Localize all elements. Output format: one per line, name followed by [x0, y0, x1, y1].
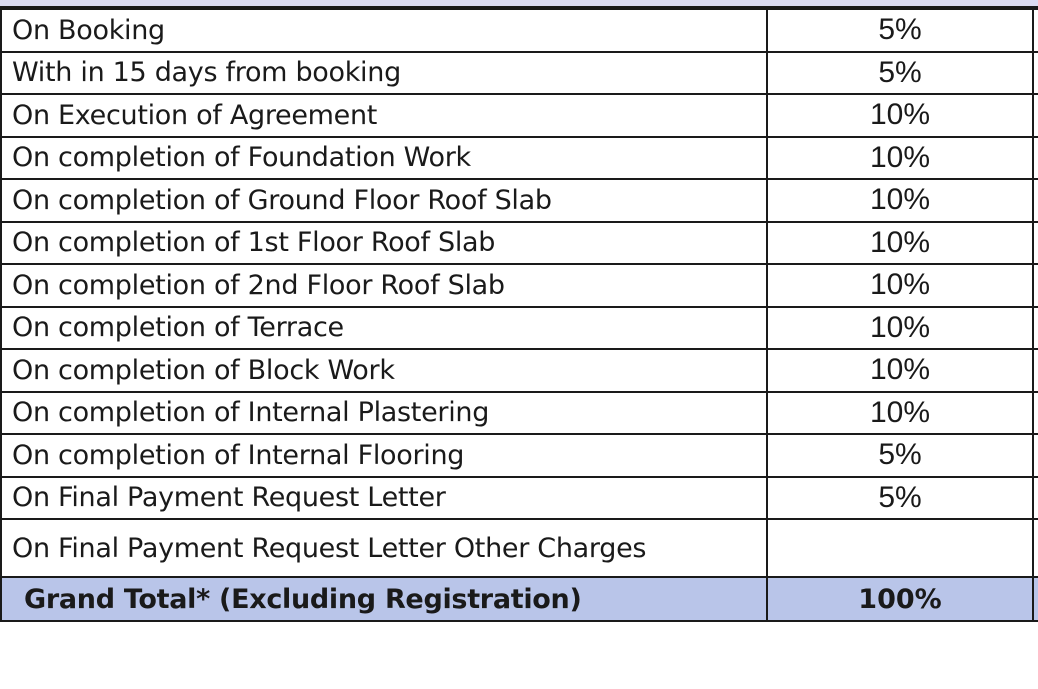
table-row — [1, 392, 1038, 435]
stage-cell: On completion of Internal Plastering — [1, 392, 767, 435]
table-row — [1, 307, 1038, 350]
edge-cell — [1033, 307, 1038, 350]
edge-cell — [1033, 222, 1038, 265]
stage-cell: With in 15 days from booking — [1, 52, 767, 95]
percent-cell: 5% — [767, 477, 1033, 520]
stage-cell: On completion of Ground Floor Roof Slab — [1, 179, 767, 222]
table-row — [1, 179, 1038, 222]
stage-cell: On completion of 2nd Floor Roof Slab — [1, 264, 767, 307]
table-row — [1, 94, 1038, 137]
edge-cell — [1033, 477, 1038, 520]
edge-cell — [1033, 264, 1038, 307]
edge-cell — [1033, 349, 1038, 392]
stage-cell: On completion of Foundation Work — [1, 137, 767, 180]
edge-cell — [1033, 434, 1038, 477]
table-row — [1, 349, 1038, 392]
stage-cell: On completion of Internal Flooring — [1, 434, 767, 477]
stage-cell: On completion of Terrace — [1, 307, 767, 350]
edge-cell — [1033, 9, 1038, 52]
table-row — [1, 264, 1038, 307]
percent-cell: 10% — [767, 179, 1033, 222]
percent-cell: 5% — [767, 9, 1033, 52]
percent-cell: 10% — [767, 349, 1033, 392]
stage-cell: On Execution of Agreement — [1, 94, 767, 137]
stage-cell: On completion of Block Work — [1, 349, 767, 392]
stage-cell: On Final Payment Request Letter Other Charges — [1, 519, 767, 577]
grand-total-row — [1, 577, 1038, 621]
percent-cell: 10% — [767, 137, 1033, 180]
percent-cell: 5% — [767, 52, 1033, 95]
edge-cell — [1033, 519, 1038, 577]
payment-schedule-table — [0, 8, 1038, 622]
edge-cell — [1033, 179, 1038, 222]
table-row — [1, 519, 1038, 577]
percent-cell: 10% — [767, 307, 1033, 350]
percent-cell: 10% — [767, 392, 1033, 435]
grand-total-percent: 100% — [767, 577, 1033, 621]
percent-cell: 10% — [767, 264, 1033, 307]
stage-cell: On completion of 1st Floor Roof Slab — [1, 222, 767, 265]
table-row — [1, 52, 1038, 95]
table-header-strip — [0, 0, 1038, 8]
edge-cell — [1033, 577, 1038, 621]
table-row — [1, 137, 1038, 180]
edge-cell — [1033, 94, 1038, 137]
percent-cell: 10% — [767, 222, 1033, 265]
grand-total-label: Grand Total* (Excluding Registration) — [1, 577, 767, 621]
edge-cell — [1033, 137, 1038, 180]
table-row — [1, 434, 1038, 477]
table-row — [1, 9, 1038, 52]
table-row — [1, 222, 1038, 265]
percent-cell — [767, 519, 1033, 577]
edge-cell — [1033, 392, 1038, 435]
table-row — [1, 477, 1038, 520]
percent-cell: 5% — [767, 434, 1033, 477]
percent-cell: 10% — [767, 94, 1033, 137]
edge-cell — [1033, 52, 1038, 95]
stage-cell: On Final Payment Request Letter — [1, 477, 767, 520]
stage-cell: On Booking — [1, 9, 767, 52]
